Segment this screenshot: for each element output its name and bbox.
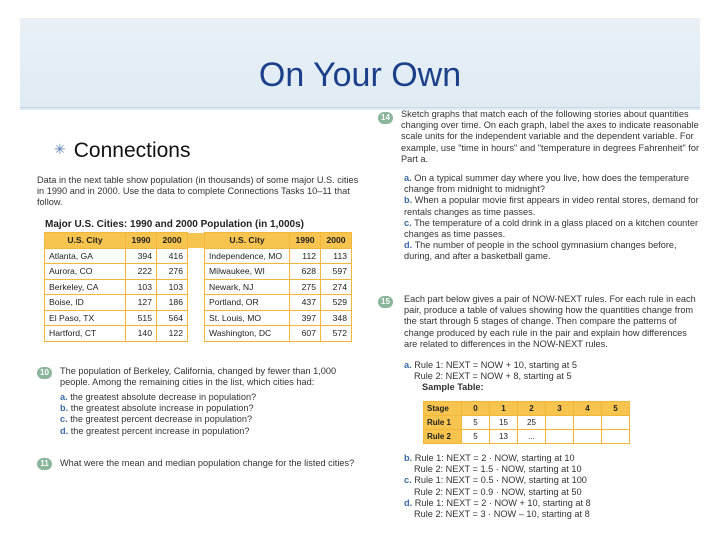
pop-cell: 597 — [321, 264, 352, 280]
header-cell: 4 — [574, 402, 602, 416]
header-cell: 2000 — [321, 233, 352, 249]
cell — [574, 430, 602, 444]
city-table-caption: Major U.S. Cities: 1990 and 2000 Population (in 1,000s) — [45, 219, 304, 230]
table-gap — [188, 264, 205, 280]
pop-cell: 113 — [321, 248, 352, 264]
row-label: Rule 2 — [424, 430, 462, 444]
intro-text: Data in the next table show population (in thousands) of some major U.S. cities in 1990 and in 2000. Use the data to complete Connections Tasks 10–11 that follow. — [37, 175, 359, 208]
pop-cell: 607 — [290, 326, 321, 342]
city-cell: Independence, MO — [205, 248, 290, 264]
option-text: the greatest percent increase in population? — [70, 425, 250, 436]
table-row — [424, 416, 630, 430]
option-item — [60, 403, 360, 414]
rule-line: Rule 2: NEXT = 1.5 · NOW, starting at 10 — [414, 464, 582, 475]
header-cell: 2 — [518, 402, 546, 416]
pop-cell: 437 — [290, 295, 321, 311]
cell — [574, 416, 602, 430]
option-item — [404, 173, 700, 195]
rule-line: Rule 2: NEXT = 3 · NOW – 10, starting at 8 — [414, 509, 590, 520]
title-rule — [20, 107, 700, 108]
option-text: the greatest absolute increase in population? — [70, 403, 254, 414]
cell — [602, 430, 630, 444]
cell: 15 — [490, 416, 518, 430]
city-cell: Atlanta, GA — [45, 248, 126, 264]
option-text: On a typical summer day where you live, how does the temperature change from midnight to midnight? — [404, 173, 689, 195]
rule-text: Rule 1: NEXT = 2 · NOW + 10, starting at 8 — [414, 497, 591, 508]
option-letter: b. — [60, 403, 69, 414]
question-15-part-a — [404, 360, 700, 394]
option-letter: d. — [404, 240, 413, 251]
row-label: Rule 1 — [424, 416, 462, 430]
table-row — [45, 310, 352, 326]
option-item — [404, 195, 700, 217]
pop-cell: 275 — [290, 279, 321, 295]
option-letter: a. — [404, 173, 412, 183]
header-cell: 5 — [602, 402, 630, 416]
header-cell: U.S. City — [45, 233, 126, 249]
pop-cell: 564 — [157, 310, 188, 326]
city-cell: Aurora, CO — [45, 264, 126, 280]
option-letter: b. — [404, 453, 413, 463]
pop-cell: 112 — [290, 248, 321, 264]
rule-line: Rule 2: NEXT = 0.9 · NOW, starting at 50 — [414, 486, 582, 497]
option-letter: d. — [60, 425, 69, 436]
city-cell: Boise, ID — [45, 295, 126, 311]
sample-header-row — [424, 402, 630, 416]
question-10-options — [60, 392, 360, 437]
table-gap — [188, 310, 205, 326]
rule-line — [404, 498, 700, 509]
table-row — [424, 430, 630, 444]
option-letter: d. — [404, 497, 413, 508]
city-cell: El Paso, TX — [45, 310, 126, 326]
pop-cell: 186 — [157, 295, 188, 311]
city-cell: Newark, NJ — [205, 279, 290, 295]
option-letter: c. — [60, 414, 68, 425]
option-text: When a popular movie first appears in video rental stores, demand for rentals changes as time passes. — [404, 195, 699, 217]
cell — [602, 416, 630, 430]
option-letter: b. — [404, 195, 413, 206]
rule-text: Rule 1: NEXT = 0.5 · NOW, starting at 100 — [414, 475, 587, 486]
question-15-text: Each part below gives a pair of NOW-NEXT rules. For each rule in each pair, produce a table of values showing how the quantities change from the start through 5 stages of change. Then compare the patterns of change produced by each rule in the pair and explain how differences are related to differences in the NOW-NEXT rules. — [404, 294, 696, 349]
pop-cell: 274 — [321, 279, 352, 295]
header-cell: 0 — [462, 402, 490, 416]
rule-line — [404, 475, 700, 486]
pop-cell: 416 — [157, 248, 188, 264]
rule-text: Rule 1: NEXT = NOW + 10, starting at 5 — [414, 360, 577, 370]
header-cell: Stage — [424, 402, 462, 416]
table-gap — [188, 233, 205, 249]
sample-table — [423, 401, 630, 444]
pop-cell: 572 — [321, 326, 352, 342]
bullet-connections — [54, 139, 190, 163]
asterisk-bullet-icon: ✳ — [54, 141, 66, 157]
cell: 13 — [490, 430, 518, 444]
table-row — [45, 326, 352, 342]
city-cell: St. Louis, MO — [205, 310, 290, 326]
option-item — [404, 240, 700, 262]
city-cell: Hartford, CT — [45, 326, 126, 342]
question-number-11: 11 — [37, 458, 52, 470]
pop-cell: 222 — [126, 264, 157, 280]
sample-table-label: Sample Table: — [422, 382, 484, 393]
pop-cell: 127 — [126, 295, 157, 311]
rule-line — [404, 360, 700, 371]
option-letter: c. — [404, 217, 412, 228]
table-gap — [188, 326, 205, 342]
question-15-more-parts — [404, 453, 700, 520]
table-row — [45, 248, 352, 264]
pop-cell: 515 — [126, 310, 157, 326]
cell: 5 — [462, 430, 490, 444]
rule-text: Rule 1: NEXT = 2 · NOW, starting at 10 — [414, 453, 575, 463]
city-population-table — [44, 232, 352, 342]
table-row — [45, 264, 352, 280]
table-gap — [188, 248, 205, 264]
option-letter: a. — [60, 392, 68, 402]
rule-line — [404, 453, 700, 464]
city-cell: Milwaukee, WI — [205, 264, 290, 280]
header-cell: 1990 — [126, 233, 157, 249]
pop-cell: 140 — [126, 326, 157, 342]
option-text: The temperature of a cold drink in a glass placed on a kitchen counter changes as time passes. — [404, 217, 699, 240]
option-text: the greatest absolute decrease in population? — [70, 392, 257, 402]
cell — [546, 416, 574, 430]
pop-cell: 348 — [321, 310, 352, 326]
question-11-text: What were the mean and median population change for the listed cities? — [60, 458, 355, 468]
header-cell: 1990 — [290, 233, 321, 249]
header-cell: U.S. City — [205, 233, 290, 249]
option-item — [60, 392, 360, 403]
cell: ... — [518, 430, 546, 444]
pop-cell: 628 — [290, 264, 321, 280]
question-number-10: 10 — [37, 367, 52, 379]
table-row — [45, 295, 352, 311]
table-header-row — [45, 233, 352, 249]
pop-cell: 103 — [157, 279, 188, 295]
option-letter: c. — [404, 475, 412, 486]
header-cell: 3 — [546, 402, 574, 416]
pop-cell: 529 — [321, 295, 352, 311]
cell — [546, 430, 574, 444]
header-cell: 2000 — [157, 233, 188, 249]
option-text: the greatest percent decrease in population? — [70, 414, 253, 425]
question-14-options — [404, 173, 700, 263]
option-item — [404, 218, 700, 240]
option-item — [60, 414, 360, 425]
cell: 5 — [462, 416, 490, 430]
city-cell: Portland, OR — [205, 295, 290, 311]
pop-cell: 276 — [157, 264, 188, 280]
slide-title: On Your Own — [258, 56, 462, 94]
option-item — [60, 426, 360, 437]
cell: 25 — [518, 416, 546, 430]
bullet-text: Connections — [73, 139, 191, 162]
question-number-15: 15 — [378, 296, 393, 308]
pop-cell: 122 — [157, 326, 188, 342]
pop-cell: 397 — [290, 310, 321, 326]
city-cell: Berkeley, CA — [45, 279, 126, 295]
table-row — [45, 279, 352, 295]
pop-cell: 103 — [126, 279, 157, 295]
question-10-text: The population of Berkeley, California, changed by fewer than 1,000 people. Among the remaining cities in the list, which cities had: — [60, 366, 337, 388]
table-gap — [188, 279, 205, 295]
option-text: The number of people in the school gymnasium changes before, during, and after a basketball game. — [404, 240, 677, 262]
question-14-text: Sketch graphs that match each of the following stories about quantities changing over time. On each graph, label the axes to indicate reasonable scale units for the independent variable and the dependent variable. For example, use "time in hours" and "temperature in degrees Fahrenheit" for Part a. — [401, 109, 700, 164]
header-cell: 1 — [490, 402, 518, 416]
pop-cell: 394 — [126, 248, 157, 264]
option-letter: a. — [404, 360, 412, 370]
rule-line: Rule 2: NEXT = NOW + 8, starting at 5 — [414, 371, 572, 382]
question-number-14: 14 — [378, 112, 393, 124]
city-cell: Washington, DC — [205, 326, 290, 342]
table-gap — [188, 295, 205, 311]
